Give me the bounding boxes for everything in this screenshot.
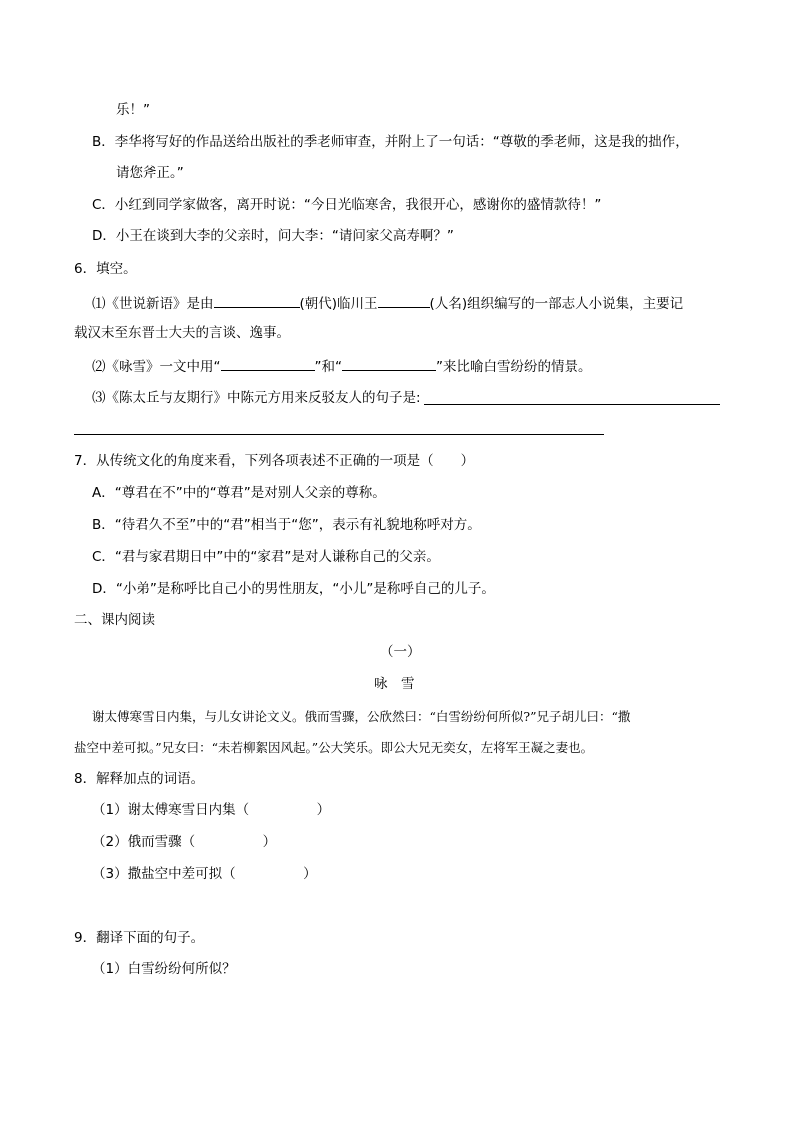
q8-item-1: （1）谢太傅寒雪日内集（ ）	[92, 802, 331, 818]
part-number: （一）	[380, 644, 421, 660]
q6-item-1-text-c: (人名)组织编写的一部志人小说集，主要记	[429, 296, 684, 312]
q9-item-1: （1）白雪纷纷何所似？	[92, 961, 236, 977]
q6-item-1-line2: 载汉末至东晋士大夫的言谈、逸事。	[74, 325, 290, 341]
q7-option-a: A．“尊君在不”中的“尊君”是对别人父亲的尊称。	[92, 485, 386, 501]
passage-title: 咏 雪	[374, 676, 415, 692]
q7-title: 7．从传统文化的角度来看，下列各项表述不正确的一项是（ ）	[74, 453, 475, 469]
q7-option-c: C．“君与家君期日中”中的“家君”是对人谦称自己的父亲。	[92, 549, 440, 565]
passage-line-1: 谢太傅寒雪日内集，与儿女讲论文义。俄而雪骤，公欣然曰：“白雪纷纷何所似?”兄子胡儿曰：“撒	[92, 709, 631, 724]
q8-title: 8．解释加点的词语。	[74, 771, 205, 787]
section-heading: 二、课内阅读	[74, 612, 155, 628]
q6-item-1-text-b: (朝代)临川王	[299, 296, 378, 312]
q5-option-b-line1: B．李华将写好的作品送给出版社的季老师审查，并附上了一句话：“尊敬的季老师，这是我的拙作，	[92, 134, 689, 150]
q7-option-b: B．“待君久不至”中的“君”相当于“您”，表示有礼貌地称呼对方。	[92, 517, 481, 533]
q5-option-b-line2: 请您斧正。”	[116, 165, 184, 181]
q9-title: 9．翻译下面的句子。	[74, 930, 205, 946]
q5-option-d: D．小王在谈到大李的父亲时，问大李：“请问家父高寿啊？”	[92, 228, 454, 244]
q6-item-2	[92, 356, 592, 376]
metaphor-blank-2[interactable]	[342, 356, 436, 371]
q6-item-2-text-a: ⑵《咏雪》一文中用“	[92, 359, 221, 375]
metaphor-blank-1[interactable]	[221, 356, 315, 371]
q6-item-1-text-a: ⑴《世说新语》是由	[92, 296, 214, 312]
q5-option-a-tail: 乐！”	[116, 102, 150, 118]
q6-item-1	[92, 293, 683, 313]
q5-option-c: C．小红到同学家做客，离开时说：“今日光临寒舍，我很开心，感谢你的盛情款待！”	[92, 197, 602, 213]
passage-line-2: 盐空中差可拟。”兄女曰：“未若柳絮因风起。”公大笑乐。即公大兄无奕女，左将军王凝之妻也。	[74, 740, 594, 755]
q6-title: 6．填空。	[74, 261, 137, 277]
dynasty-blank[interactable]	[214, 293, 300, 308]
q6-item-2-text-b: ”和“	[314, 359, 342, 375]
q6-item-2-text-c: ”来比喻白雪纷纷的情景。	[436, 359, 592, 375]
person-name-blank[interactable]	[378, 293, 430, 308]
answer-line-2[interactable]	[74, 434, 604, 435]
q8-item-3: （3）撒盐空中差可拟（ ）	[92, 866, 317, 882]
q6-item-3: ⑶《陈太丘与友期行》中陈元方用来反驳友人的句子是:	[92, 390, 421, 406]
q8-item-2: （2）俄而雪骤（ ）	[92, 834, 277, 850]
q7-option-d: D．“小弟”是称呼比自己小的男性朋友，“小儿”是称呼自己的儿子。	[92, 581, 495, 597]
answer-line-1[interactable]	[424, 404, 720, 405]
